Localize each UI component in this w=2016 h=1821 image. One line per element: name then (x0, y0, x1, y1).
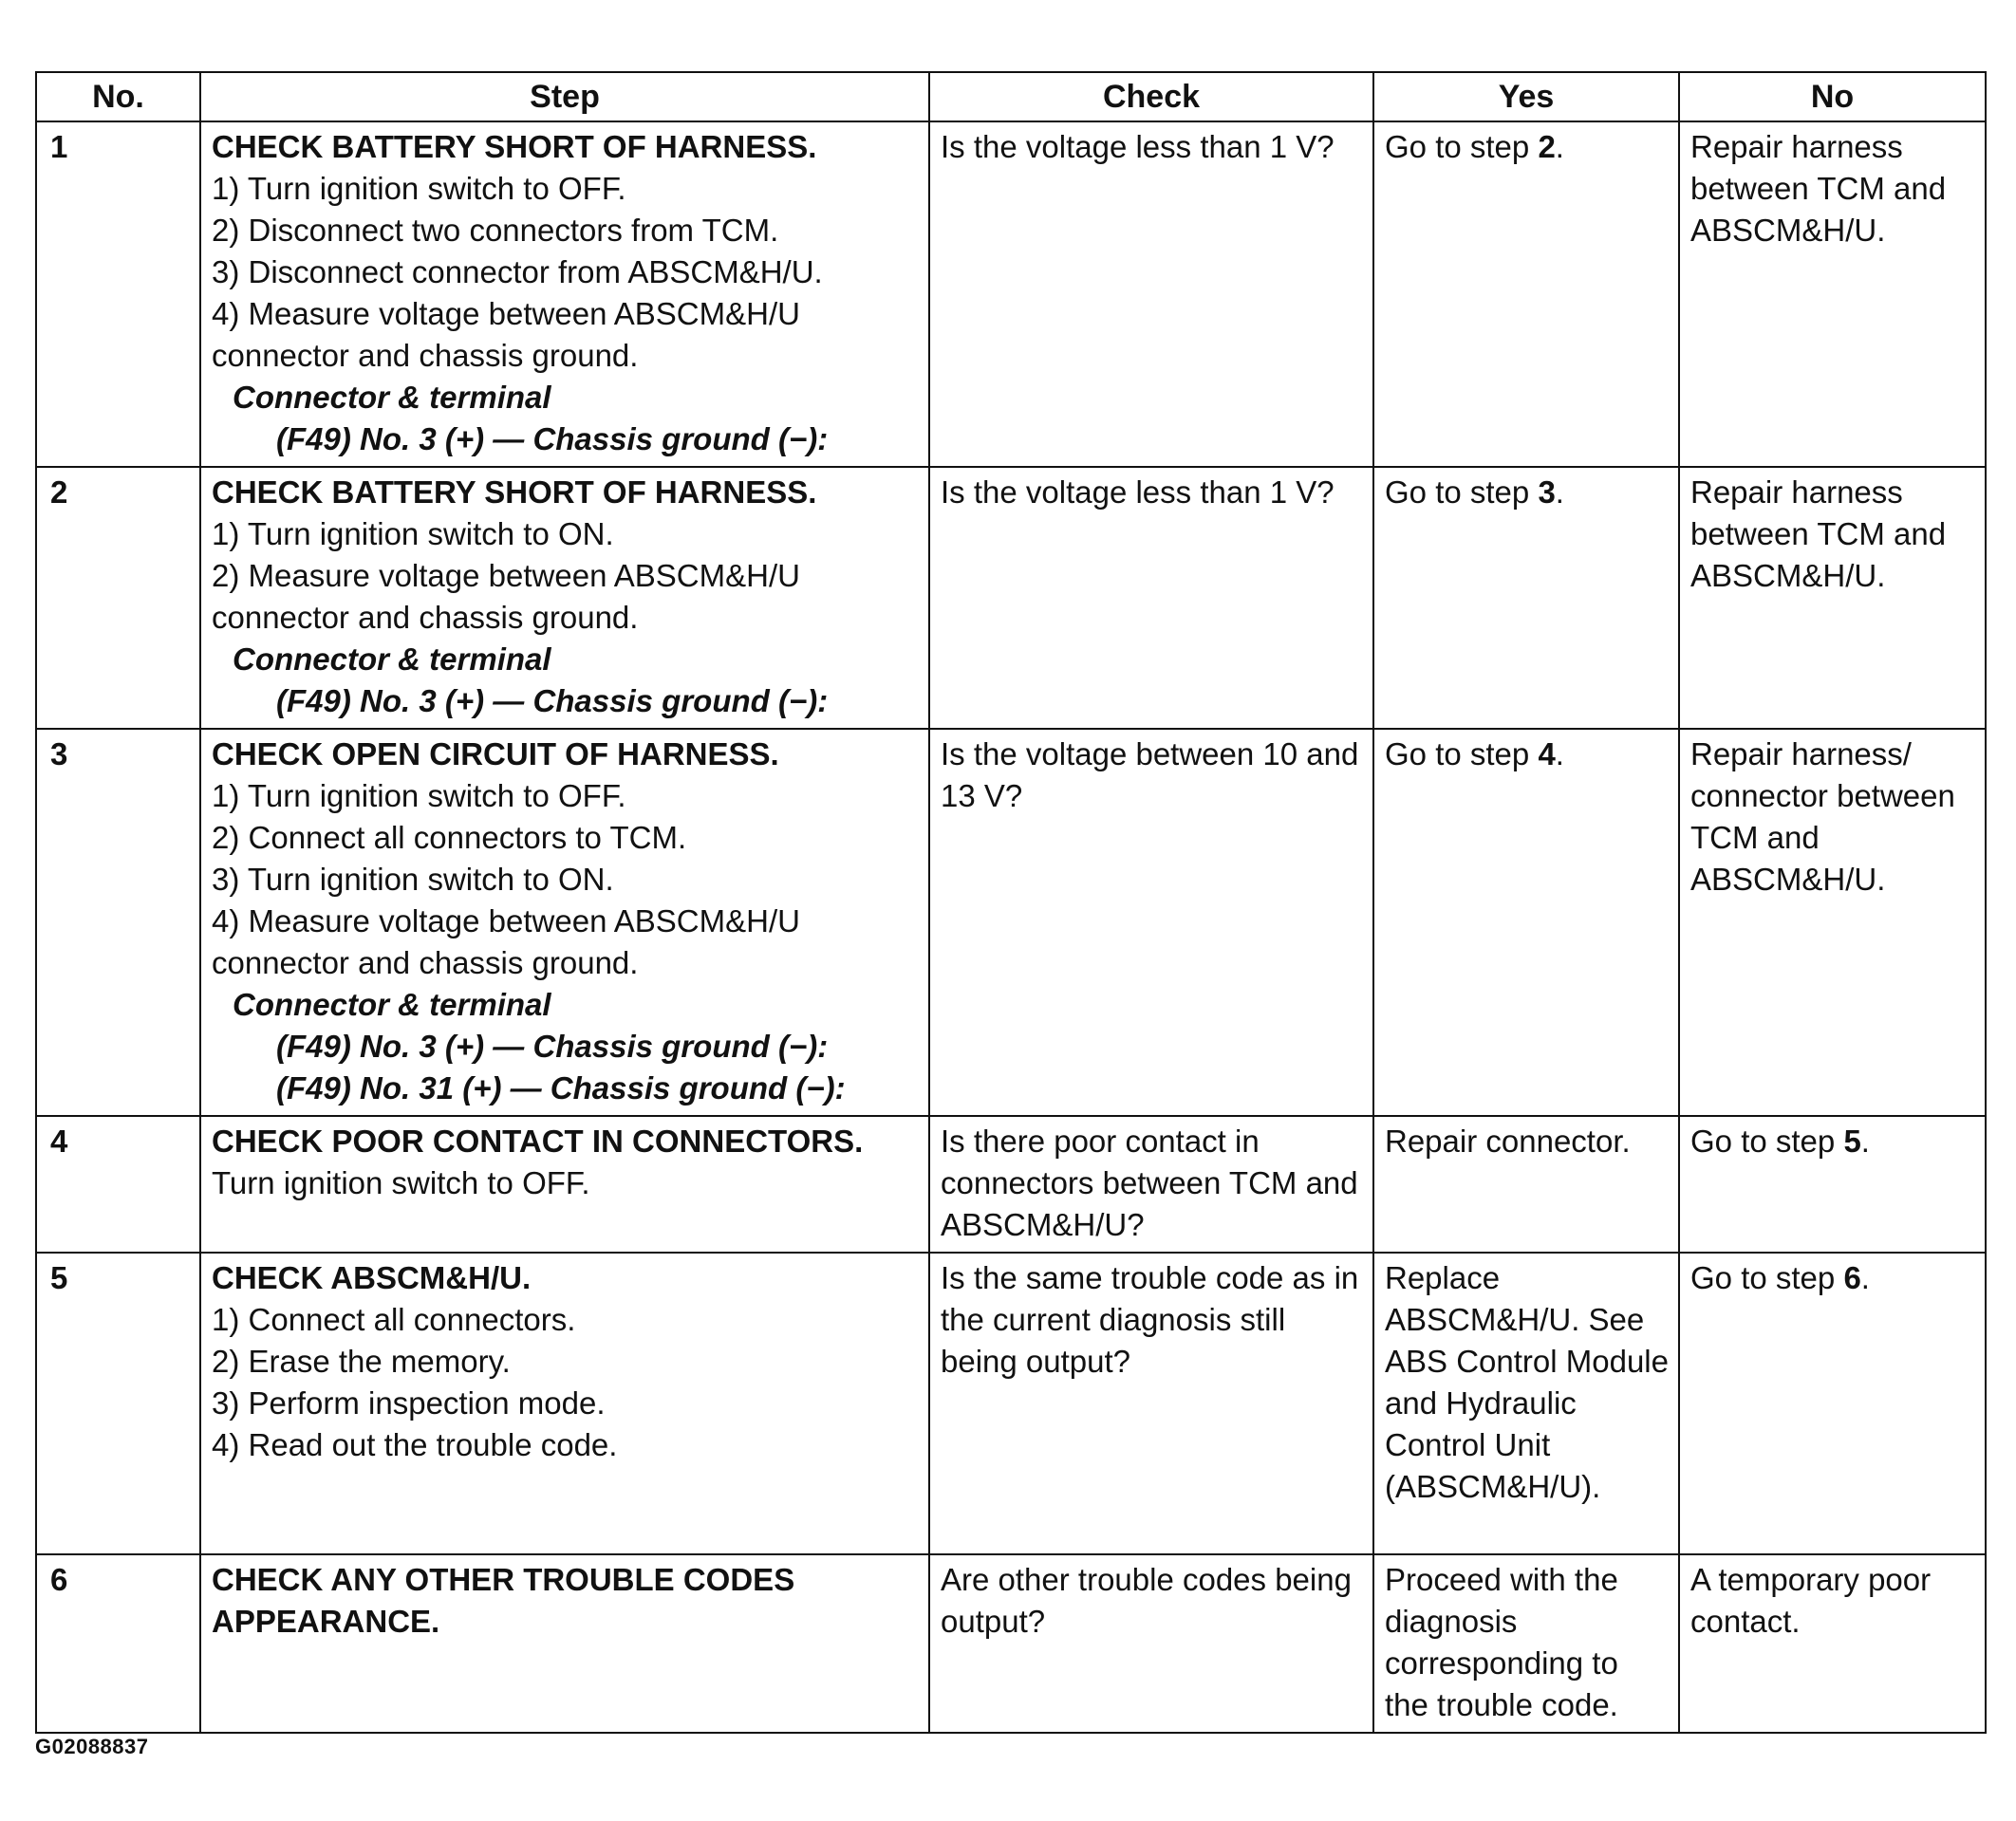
step-instruction: 1) Turn ignition switch to OFF. (212, 171, 626, 206)
step-instruction: 4) Measure voltage between ABSCM&H/U (212, 296, 800, 331)
no-suffix: . (1860, 1260, 1870, 1295)
no-prefix: Go to step (1690, 1124, 1844, 1159)
no-action: Repair harness/ connector between TCM and ABSCM&H/U. (1690, 736, 1955, 897)
step-title: CHECK ABSCM&H/U. (212, 1260, 532, 1295)
yes-cell (1373, 121, 1679, 467)
diagnostic-table (35, 71, 1987, 1734)
step-instruction: connector and chassis ground. (212, 600, 639, 635)
step-instruction: 2) Disconnect two connectors from TCM. (212, 213, 779, 248)
step-instruction: connector and chassis ground. (212, 338, 639, 373)
yes-step-ref: 2 (1538, 129, 1556, 164)
yes-step-ref: 3 (1538, 474, 1556, 510)
figure-id: G02088837 (35, 1735, 149, 1758)
step-number: 4 (36, 1116, 200, 1253)
no-step-ref: 5 (1843, 1124, 1861, 1159)
step-title: CHECK ANY OTHER TROUBLE CODES APPEARANCE. (212, 1562, 795, 1639)
step-instruction: 2) Measure voltage between ABSCM&H/U (212, 558, 800, 593)
step-number: 5 (36, 1253, 200, 1554)
yes-action: Proceed with the diagnosis corresponding to the trouble code. (1385, 1562, 1618, 1722)
connector-terminal-label: Connector & terminal (233, 987, 551, 1022)
header-check: Check (929, 72, 1373, 121)
step-instruction: connector and chassis ground. (212, 945, 639, 980)
table-row (36, 1554, 1986, 1733)
yes-suffix: . (1555, 129, 1564, 164)
connector-terminal-label: Connector & terminal (233, 641, 551, 677)
step-cell (200, 121, 929, 467)
step-instruction: 1) Turn ignition switch to OFF. (212, 778, 626, 813)
step-instruction: 4) Read out the trouble code. (212, 1427, 618, 1462)
step-instruction: 2) Erase the memory. (212, 1344, 511, 1379)
connector-terminal-spec: (F49) No. 3 (+) — Chassis ground (−): (276, 1029, 829, 1064)
no-prefix: Go to step (1690, 1260, 1844, 1295)
table-row (36, 1116, 1986, 1253)
step-cell (200, 467, 929, 729)
step-instruction: Turn ignition switch to OFF. (212, 1165, 590, 1200)
check-cell (929, 467, 1373, 729)
no-cell (1679, 1554, 1986, 1733)
step-cell (200, 1253, 929, 1554)
check-question: Is there poor contact in connectors between TCM and ABSCM&H/U? (941, 1124, 1358, 1242)
yes-suffix: . (1555, 474, 1564, 510)
no-action: Repair harness between TCM and ABSCM&H/U. (1690, 129, 1947, 248)
step-cell (200, 1554, 929, 1733)
check-cell (929, 1116, 1373, 1253)
header-yes: Yes (1373, 72, 1679, 121)
check-question: Are other trouble codes being output? (941, 1562, 1352, 1639)
no-cell (1679, 1116, 1986, 1253)
yes-cell (1373, 729, 1679, 1116)
yes-cell (1373, 1116, 1679, 1253)
table-row (36, 467, 1986, 729)
step-title: CHECK OPEN CIRCUIT OF HARNESS. (212, 736, 779, 771)
header-no-result: No (1679, 72, 1986, 121)
check-question: Is the voltage less than 1 V? (941, 129, 1335, 164)
connector-terminal-spec: (F49) No. 31 (+) — Chassis ground (−): (276, 1070, 846, 1106)
yes-prefix: Go to step (1385, 474, 1539, 510)
connector-terminal-spec: (F49) No. 3 (+) — Chassis ground (−): (276, 683, 829, 718)
no-suffix: . (1860, 1124, 1870, 1159)
yes-action: Repair connector. (1385, 1124, 1631, 1159)
check-cell (929, 1554, 1373, 1733)
header-no: No. (36, 72, 200, 121)
check-cell (929, 729, 1373, 1116)
yes-cell (1373, 1253, 1679, 1554)
step-instruction: 1) Turn ignition switch to ON. (212, 516, 614, 551)
step-instruction: 1) Connect all connectors. (212, 1302, 576, 1337)
table-row (36, 1253, 1986, 1554)
step-instruction: 3) Perform inspection mode. (212, 1385, 606, 1421)
check-question: Is the voltage between 10 and 13 V? (941, 736, 1359, 813)
header-step: Step (200, 72, 929, 121)
step-title: CHECK POOR CONTACT IN CONNECTORS. (212, 1124, 864, 1159)
yes-suffix: . (1555, 736, 1564, 771)
step-number: 2 (36, 467, 200, 729)
no-cell (1679, 121, 1986, 467)
no-action: Repair harness between TCM and ABSCM&H/U. (1690, 474, 1947, 593)
step-instruction: 4) Measure voltage between ABSCM&H/U (212, 903, 800, 938)
no-cell (1679, 729, 1986, 1116)
check-question: Is the voltage less than 1 V? (941, 474, 1335, 510)
step-cell (200, 729, 929, 1116)
no-cell (1679, 467, 1986, 729)
step-number: 1 (36, 121, 200, 467)
yes-cell (1373, 1554, 1679, 1733)
no-cell (1679, 1253, 1986, 1554)
step-number: 6 (36, 1554, 200, 1733)
step-title: CHECK BATTERY SHORT OF HARNESS. (212, 474, 817, 510)
yes-prefix: Go to step (1385, 129, 1539, 164)
yes-step-ref: 4 (1538, 736, 1556, 771)
step-number: 3 (36, 729, 200, 1116)
header-row (36, 72, 1986, 121)
step-cell (200, 1116, 929, 1253)
yes-cell (1373, 467, 1679, 729)
connector-terminal-label: Connector & terminal (233, 380, 551, 415)
no-action: A temporary poor contact. (1690, 1562, 1932, 1639)
step-instruction: 3) Disconnect connector from ABSCM&H/U. (212, 254, 823, 289)
diagnostic-procedure-sheet (35, 71, 1985, 1734)
check-cell (929, 1253, 1373, 1554)
connector-terminal-spec: (F49) No. 3 (+) — Chassis ground (−): (276, 421, 829, 456)
yes-action: Replace ABSCM&H/U. See ABS Control Module and Hydraulic Control Unit (ABSCM&H/U). (1385, 1260, 1669, 1504)
step-instruction: 2) Connect all connectors to TCM. (212, 820, 687, 855)
no-step-ref: 6 (1843, 1260, 1861, 1295)
table-row (36, 729, 1986, 1116)
step-title: CHECK BATTERY SHORT OF HARNESS. (212, 129, 817, 164)
check-cell (929, 121, 1373, 467)
step-instruction: 3) Turn ignition switch to ON. (212, 862, 614, 897)
table-row (36, 121, 1986, 467)
check-question: Is the same trouble code as in the current diagnosis still being output? (941, 1260, 1359, 1379)
yes-prefix: Go to step (1385, 736, 1539, 771)
